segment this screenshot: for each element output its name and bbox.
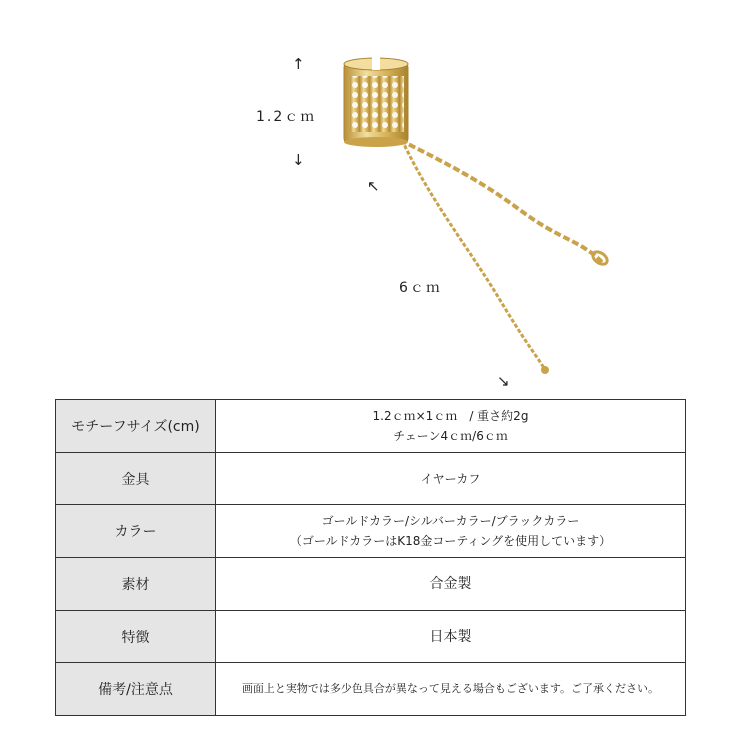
table-row: [56, 400, 686, 453]
value-line: 合金製: [429, 576, 472, 592]
row-value: [216, 611, 686, 663]
row-label: 特徴: [56, 611, 216, 663]
row-value: [216, 505, 686, 558]
row-value: [216, 558, 686, 611]
short-chain: [400, 140, 602, 262]
row-value: [216, 663, 686, 716]
row-label: カラー: [56, 505, 216, 558]
value-line: 画面上と実物では多少色具合が異なって見える場合もございます。ご了承ください。: [241, 682, 660, 695]
arrow-diagonal-down-icon: ↘: [497, 372, 510, 390]
value-line: ゴールドカラー/シルバーカラー/ブラックカラー: [321, 514, 580, 528]
value-line: （ゴールドカラーはK18金コーティングを使用しています）: [289, 534, 612, 548]
height-dimension-label: 1.2ｃｍ: [256, 109, 317, 125]
row-label: 金具: [56, 453, 216, 505]
arrow-up-icon: ↑: [292, 55, 305, 73]
row-value: [216, 453, 686, 505]
spec-table: [55, 399, 686, 716]
value-line: 日本製: [429, 628, 472, 645]
value-line: 1.2ｃｍ×1ｃｍ / 重さ約2g: [372, 409, 529, 423]
table-row: [56, 453, 686, 505]
value-line: イヤーカフ: [420, 471, 481, 486]
row-label: モチーフサイズ(cm): [56, 400, 216, 453]
long-chain: [402, 140, 545, 370]
row-value: [216, 400, 686, 453]
row-label: 備考/注意点: [56, 663, 216, 716]
ear-cuff-body: [344, 56, 408, 147]
table-row: [56, 611, 686, 663]
arrow-down-icon: ↓: [292, 151, 305, 169]
value-line: チェーン4ｃｍ/6ｃｍ: [393, 429, 508, 443]
chain-dimension-label: 6ｃｍ: [399, 280, 442, 296]
table-row: [56, 558, 686, 611]
table-row: [56, 663, 686, 716]
table-row: [56, 505, 686, 558]
arrow-diagonal-up-icon: ↖: [367, 177, 380, 195]
row-label: 素材: [56, 558, 216, 611]
